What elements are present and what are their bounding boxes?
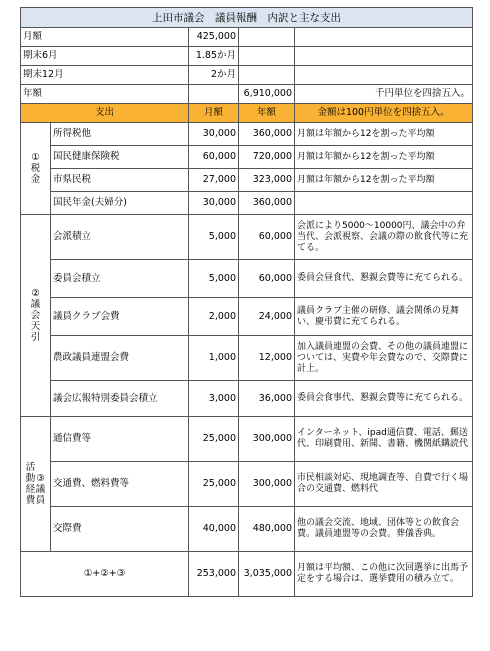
item-note: 加入議員連盟の会費、その他の議員連盟については、実費や年会費なので、交際費に計上。 bbox=[295, 336, 473, 381]
header-row bbox=[21, 104, 473, 123]
item-annual: 24,000 bbox=[239, 298, 295, 336]
item-note: 他の議会交流、地域、団体等との飲食会費。議員連盟等の会費。葬儀香典。 bbox=[295, 507, 473, 552]
summary-row-monthly bbox=[21, 28, 473, 47]
item-monthly: 5,000 bbox=[189, 215, 239, 260]
total-row bbox=[21, 552, 473, 597]
summary-value: 425,000 bbox=[189, 28, 239, 47]
empty-cell bbox=[295, 47, 473, 66]
summary-value: 1.85か月 bbox=[189, 47, 239, 66]
item-monthly: 1,000 bbox=[189, 336, 239, 381]
total-annual: 3,035,000 bbox=[239, 552, 295, 597]
table-row bbox=[21, 298, 473, 336]
empty-cell bbox=[239, 66, 295, 85]
item-annual: 360,000 bbox=[239, 192, 295, 215]
item-name: 通信費等 bbox=[51, 417, 189, 462]
item-name: 所得税他 bbox=[51, 123, 189, 146]
item-annual: 360,000 bbox=[239, 123, 295, 146]
summary-label: 期末6月 bbox=[21, 47, 189, 66]
item-annual: 12,000 bbox=[239, 336, 295, 381]
empty-cell bbox=[295, 66, 473, 85]
item-note: 議員クラブ主催の研修、議会関係の見舞い、慶弔費に充てられる。 bbox=[295, 298, 473, 336]
item-note: 月額は年額から12を割った平均額 bbox=[295, 169, 473, 192]
item-name: 市県民税 bbox=[51, 169, 189, 192]
empty-cell bbox=[239, 28, 295, 47]
section-label-part: 活動経費 bbox=[25, 462, 36, 506]
header-note: 金額は100円単位を四捨五入。 bbox=[295, 104, 473, 123]
summary-value: 6,910,000 bbox=[239, 85, 295, 104]
item-name: 議会広報特別委員会積立 bbox=[51, 381, 189, 417]
empty-cell bbox=[239, 47, 295, 66]
empty-cell bbox=[295, 28, 473, 47]
section-label-part: ③議員 bbox=[35, 473, 46, 506]
total-monthly: 253,000 bbox=[189, 552, 239, 597]
item-note: 委員会昼食代、懇親会費等に充てられる。 bbox=[295, 260, 473, 298]
item-annual: 720,000 bbox=[239, 146, 295, 169]
summary-row-annual bbox=[21, 85, 473, 104]
item-monthly: 30,000 bbox=[189, 192, 239, 215]
item-annual: 60,000 bbox=[239, 260, 295, 298]
item-annual: 60,000 bbox=[239, 215, 295, 260]
item-monthly: 40,000 bbox=[189, 507, 239, 552]
summary-label: 年額 bbox=[21, 85, 189, 104]
table-row bbox=[21, 336, 473, 381]
item-annual: 300,000 bbox=[239, 462, 295, 507]
item-note: 市民相談対応、現地調査等、自費で行く場合の交通費、燃料代 bbox=[295, 462, 473, 507]
item-monthly: 30,000 bbox=[189, 123, 239, 146]
summary-value: 2か月 bbox=[189, 66, 239, 85]
item-name: 議員クラブ会費 bbox=[51, 298, 189, 336]
total-note: 月額は平均額、この他に次回選挙に出馬予定をする場合は、選挙費用の積み立て。 bbox=[295, 552, 473, 597]
salary-breakdown-table bbox=[20, 7, 473, 597]
table-title: 上田市議会 議員報酬 内訳と主な支出 bbox=[21, 8, 473, 28]
item-annual: 300,000 bbox=[239, 417, 295, 462]
item-monthly: 3,000 bbox=[189, 381, 239, 417]
item-monthly: 5,000 bbox=[189, 260, 239, 298]
item-monthly: 2,000 bbox=[189, 298, 239, 336]
table-row bbox=[21, 260, 473, 298]
section-label-deductions: ②議会天引 bbox=[21, 215, 51, 417]
title-row bbox=[21, 8, 473, 28]
item-note: 月額は年額から12を割った平均額 bbox=[295, 146, 473, 169]
table-row bbox=[21, 146, 473, 169]
table-row bbox=[21, 169, 473, 192]
item-monthly: 25,000 bbox=[189, 417, 239, 462]
item-monthly: 27,000 bbox=[189, 169, 239, 192]
summary-row-december bbox=[21, 66, 473, 85]
header-expense: 支出 bbox=[21, 104, 189, 123]
section-label-activity bbox=[21, 417, 51, 552]
item-name: 国民健康保険税 bbox=[51, 146, 189, 169]
item-name: 会派積立 bbox=[51, 215, 189, 260]
summary-note: 千円単位を四捨五入。 bbox=[295, 85, 473, 104]
item-name: 農政議員連盟会費 bbox=[51, 336, 189, 381]
item-note: 会派により5000～10000円、議会中の弁当代、会派視察、会議の際の飲食代等に充てる。 bbox=[295, 215, 473, 260]
item-note bbox=[295, 192, 473, 215]
table-row bbox=[21, 462, 473, 507]
item-note: 月額は年額から12を割った平均額 bbox=[295, 123, 473, 146]
empty-cell bbox=[189, 85, 239, 104]
table-row bbox=[21, 123, 473, 146]
item-note: インターネット、ipad通信費、電話、郵送代、印刷費用、新聞、書籍、機関紙購読代 bbox=[295, 417, 473, 462]
section-label-taxes: ①税金 bbox=[21, 123, 51, 215]
item-note: 委員会食事代、懇親会費等に充てられる。 bbox=[295, 381, 473, 417]
table-row bbox=[21, 215, 473, 260]
table-row bbox=[21, 417, 473, 462]
item-name: 交通費、燃料費等 bbox=[51, 462, 189, 507]
summary-label: 期末12月 bbox=[21, 66, 189, 85]
header-monthly: 月額 bbox=[189, 104, 239, 123]
item-name: 国民年金(夫婦分) bbox=[51, 192, 189, 215]
table-row bbox=[21, 192, 473, 215]
total-label: ①+②+③ bbox=[21, 552, 189, 597]
table-row bbox=[21, 381, 473, 417]
item-annual: 323,000 bbox=[239, 169, 295, 192]
item-monthly: 60,000 bbox=[189, 146, 239, 169]
item-name: 交際費 bbox=[51, 507, 189, 552]
header-annual: 年額 bbox=[239, 104, 295, 123]
item-monthly: 25,000 bbox=[189, 462, 239, 507]
item-annual: 480,000 bbox=[239, 507, 295, 552]
item-name: 委員会積立 bbox=[51, 260, 189, 298]
summary-label: 月額 bbox=[21, 28, 189, 47]
summary-row-june bbox=[21, 47, 473, 66]
item-annual: 36,000 bbox=[239, 381, 295, 417]
table-row bbox=[21, 507, 473, 552]
